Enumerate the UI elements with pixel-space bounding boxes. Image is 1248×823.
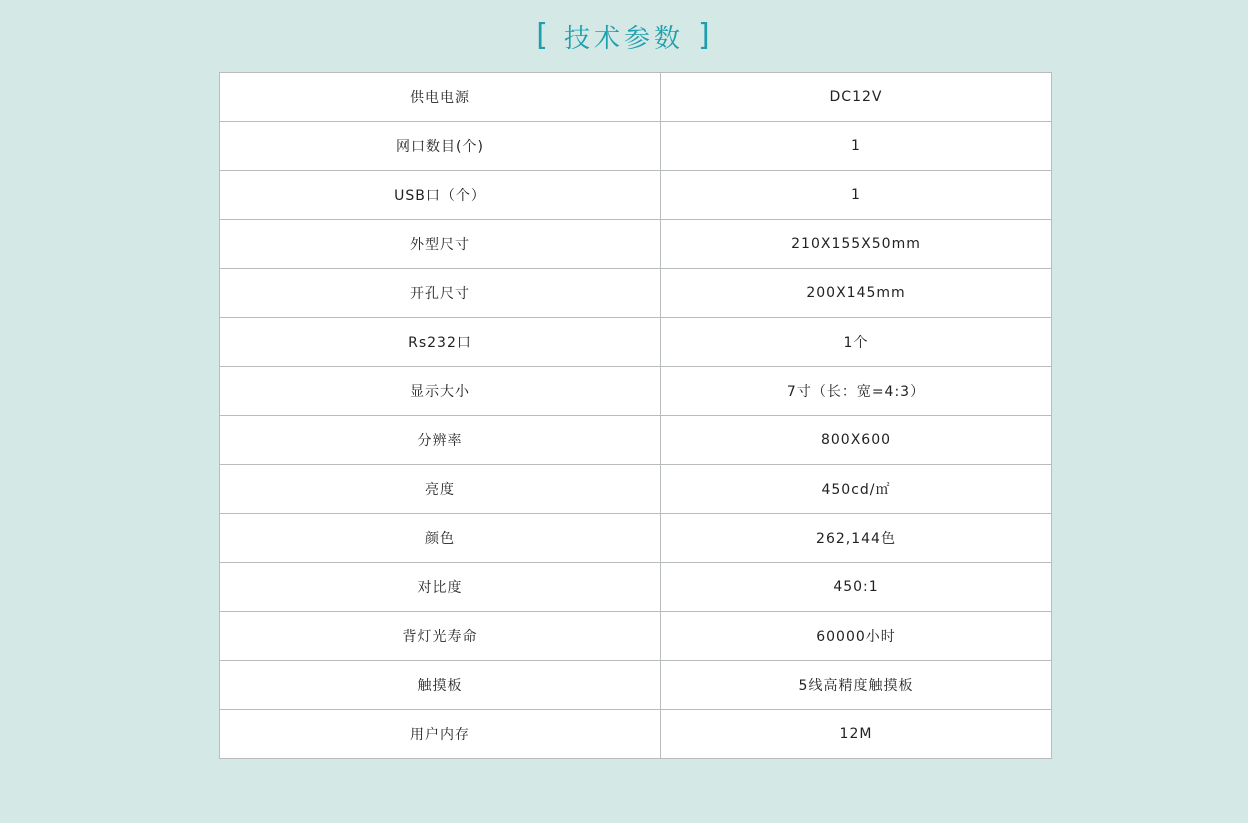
spec-value-cell: 1 bbox=[661, 122, 1052, 171]
spec-value-cell: 450:1 bbox=[661, 563, 1052, 612]
spec-table bbox=[219, 72, 1052, 759]
spec-value-cell: 60000小时 bbox=[661, 612, 1052, 661]
table-row bbox=[220, 269, 1052, 318]
spec-value-cell: 5线高精度触摸板 bbox=[661, 661, 1052, 710]
table-row bbox=[220, 318, 1052, 367]
spec-param-cell: 触摸板 bbox=[220, 661, 661, 710]
table-row bbox=[220, 661, 1052, 710]
table-row bbox=[220, 220, 1052, 269]
spec-param-cell: 背灯光寿命 bbox=[220, 612, 661, 661]
table-row bbox=[220, 367, 1052, 416]
spec-value-cell: 12M bbox=[661, 710, 1052, 759]
spec-value-cell: 210X155X50mm bbox=[661, 220, 1052, 269]
section-heading bbox=[0, 14, 1248, 58]
table-row bbox=[220, 122, 1052, 171]
spec-param-cell: 开孔尺寸 bbox=[220, 269, 661, 318]
table-row bbox=[220, 612, 1052, 661]
spec-param-cell: 对比度 bbox=[220, 563, 661, 612]
spec-param-cell: 用户内存 bbox=[220, 710, 661, 759]
table-row bbox=[220, 416, 1052, 465]
spec-param-cell: 分辨率 bbox=[220, 416, 661, 465]
table-row bbox=[220, 171, 1052, 220]
spec-value-cell: 800X600 bbox=[661, 416, 1052, 465]
spec-value-cell: 7寸（长：宽=4:3） bbox=[661, 367, 1052, 416]
spec-param-cell: 显示大小 bbox=[220, 367, 661, 416]
spec-param-cell: Rs232口 bbox=[220, 318, 661, 367]
spec-value-cell: 450cd/㎡ bbox=[661, 465, 1052, 514]
table-row bbox=[220, 710, 1052, 759]
spec-value-cell: 1 bbox=[661, 171, 1052, 220]
table-row bbox=[220, 563, 1052, 612]
heading-title: 技术参数 bbox=[563, 23, 684, 54]
table-row bbox=[220, 73, 1052, 122]
spec-param-cell: 网口数目(个) bbox=[220, 122, 661, 171]
spec-param-cell: 亮度 bbox=[220, 465, 661, 514]
spec-param-cell: 颜色 bbox=[220, 514, 661, 563]
heading-close-bracket: ] bbox=[698, 18, 712, 53]
spec-value-cell: DC12V bbox=[661, 73, 1052, 122]
heading-open-bracket: [ bbox=[536, 18, 550, 53]
spec-param-cell: 供电电源 bbox=[220, 73, 661, 122]
spec-value-cell: 1个 bbox=[661, 318, 1052, 367]
spec-param-cell: 外型尺寸 bbox=[220, 220, 661, 269]
table-row bbox=[220, 514, 1052, 563]
spec-value-cell: 200X145mm bbox=[661, 269, 1052, 318]
table-row bbox=[220, 465, 1052, 514]
spec-value-cell: 262,144色 bbox=[661, 514, 1052, 563]
spec-param-cell: USB口（个） bbox=[220, 171, 661, 220]
